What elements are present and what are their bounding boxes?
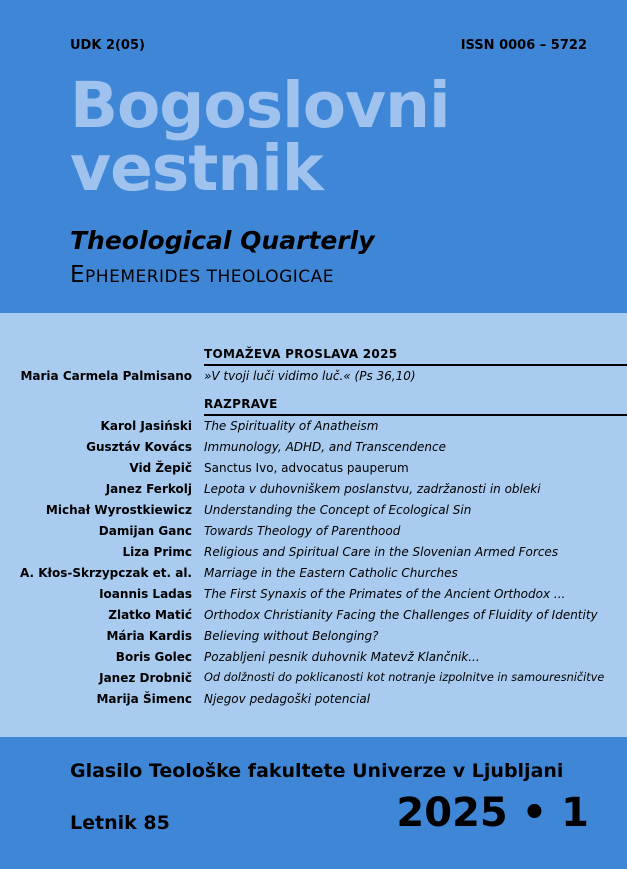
- toc-entry: [0, 440, 627, 461]
- entry-author: Gusztáv Kovács: [86, 440, 192, 454]
- subtitle-latin-text: [70, 262, 334, 288]
- entry-title: Towards Theology of Parenthood: [204, 524, 401, 538]
- entry-author: Vid Žepič: [129, 461, 192, 475]
- subtitle-latin-rest: PHEMERIDES THEOLOGICAE: [85, 267, 335, 287]
- section-divider: [204, 364, 627, 366]
- journal-title-line1: Bogoslovni: [70, 69, 450, 142]
- toc-entry: [0, 566, 627, 587]
- entry-author: Ioannis Ladas: [99, 587, 192, 601]
- entry-title: Njegov pedagoški potencial: [204, 692, 371, 706]
- entry-author: Karol Jasiński: [100, 419, 192, 433]
- entry-author: Maria Carmela Palmisano: [20, 369, 192, 383]
- issn-number: ISSN 0006 – 5722: [460, 38, 587, 53]
- cover-bottom-band: [0, 737, 627, 869]
- entry-author: Mária Kardis: [106, 629, 192, 643]
- entry-title: Marriage in the Eastern Catholic Churches: [204, 566, 458, 580]
- toc-entry: [0, 369, 627, 390]
- toc-entry: [0, 482, 627, 503]
- entry-author: Michał Wyrostkiewicz: [45, 503, 192, 517]
- subtitle-english: Theological Quarterly: [70, 226, 375, 255]
- toc-entry: [0, 608, 627, 629]
- entry-author: Marija Šimenc: [96, 692, 192, 706]
- volume-number: Letnik 85: [70, 812, 170, 834]
- entry-author: Liza Primc: [122, 545, 192, 559]
- entry-author: Damijan Ganc: [98, 524, 192, 538]
- section-heading: TOMAŽEVA PROSLAVA 2025: [204, 347, 398, 361]
- entry-title: Pozabljeni pesnik duhovnik Matevž Klančnik...: [204, 650, 480, 664]
- publisher-line: Glasilo Teološke fakultete Univerze v Ljubljani: [70, 760, 564, 782]
- entry-author: Janez Drobnič: [99, 671, 192, 685]
- section-divider: [204, 414, 627, 416]
- entry-title: The Spirituality of Anatheism: [204, 419, 379, 433]
- entry-author: A. Kłos-Skrzypczak et. al.: [19, 566, 192, 580]
- toc-entry: [0, 650, 627, 671]
- toc-entry: [0, 629, 627, 650]
- toc-entry: [0, 692, 627, 713]
- subtitle-latin-e: E: [70, 262, 86, 288]
- entry-title: Lepota v duhovniškem poslanstvu, zadržanosti in obleki: [204, 482, 541, 496]
- journal-title-line2: vestnik: [70, 132, 323, 205]
- journal-title: [70, 69, 450, 205]
- entry-title: Religious and Spiritual Care in the Slovenian Armed Forces: [204, 545, 559, 559]
- toc-entry: [0, 587, 627, 608]
- entry-title: Believing without Belonging?: [204, 629, 379, 643]
- subtitle-latin: [70, 262, 334, 288]
- udk-code: UDK 2(05): [70, 38, 145, 53]
- entry-author: Zlatko Matić: [108, 608, 192, 622]
- toc-entry: [0, 419, 627, 440]
- toc-entry: [0, 671, 627, 692]
- entry-title: Od dolžnosti do poklicanosti kot notranje izpolnitve in samouresničitve: [204, 671, 605, 684]
- entry-title: Sanctus Ivo, advocatus pauperum: [204, 461, 409, 475]
- cover-top-band: [0, 0, 627, 313]
- entry-title: Understanding the Concept of Ecological Sin: [204, 503, 472, 517]
- toc-entry: [0, 524, 627, 545]
- entry-title: »V tvoji luči vidimo luč.« (Ps 36,10): [204, 369, 416, 383]
- entry-author: Boris Golec: [115, 650, 192, 664]
- section-heading: RAZPRAVE: [204, 397, 278, 411]
- entry-title: The First Synaxis of the Primates of the Ancient Orthodox ...: [204, 587, 566, 601]
- toc-entry: [0, 461, 627, 482]
- toc-entry: [0, 545, 627, 566]
- entry-author: Janez Ferkolj: [105, 482, 192, 496]
- issue-number: 2025 • 1: [396, 790, 589, 836]
- entry-title: Immunology, ADHD, and Transcendence: [204, 440, 447, 454]
- toc-entry: [0, 503, 627, 524]
- entry-title: Orthodox Christianity Facing the Challenges of Fluidity of Identity: [204, 608, 598, 622]
- table-of-contents: [0, 313, 627, 737]
